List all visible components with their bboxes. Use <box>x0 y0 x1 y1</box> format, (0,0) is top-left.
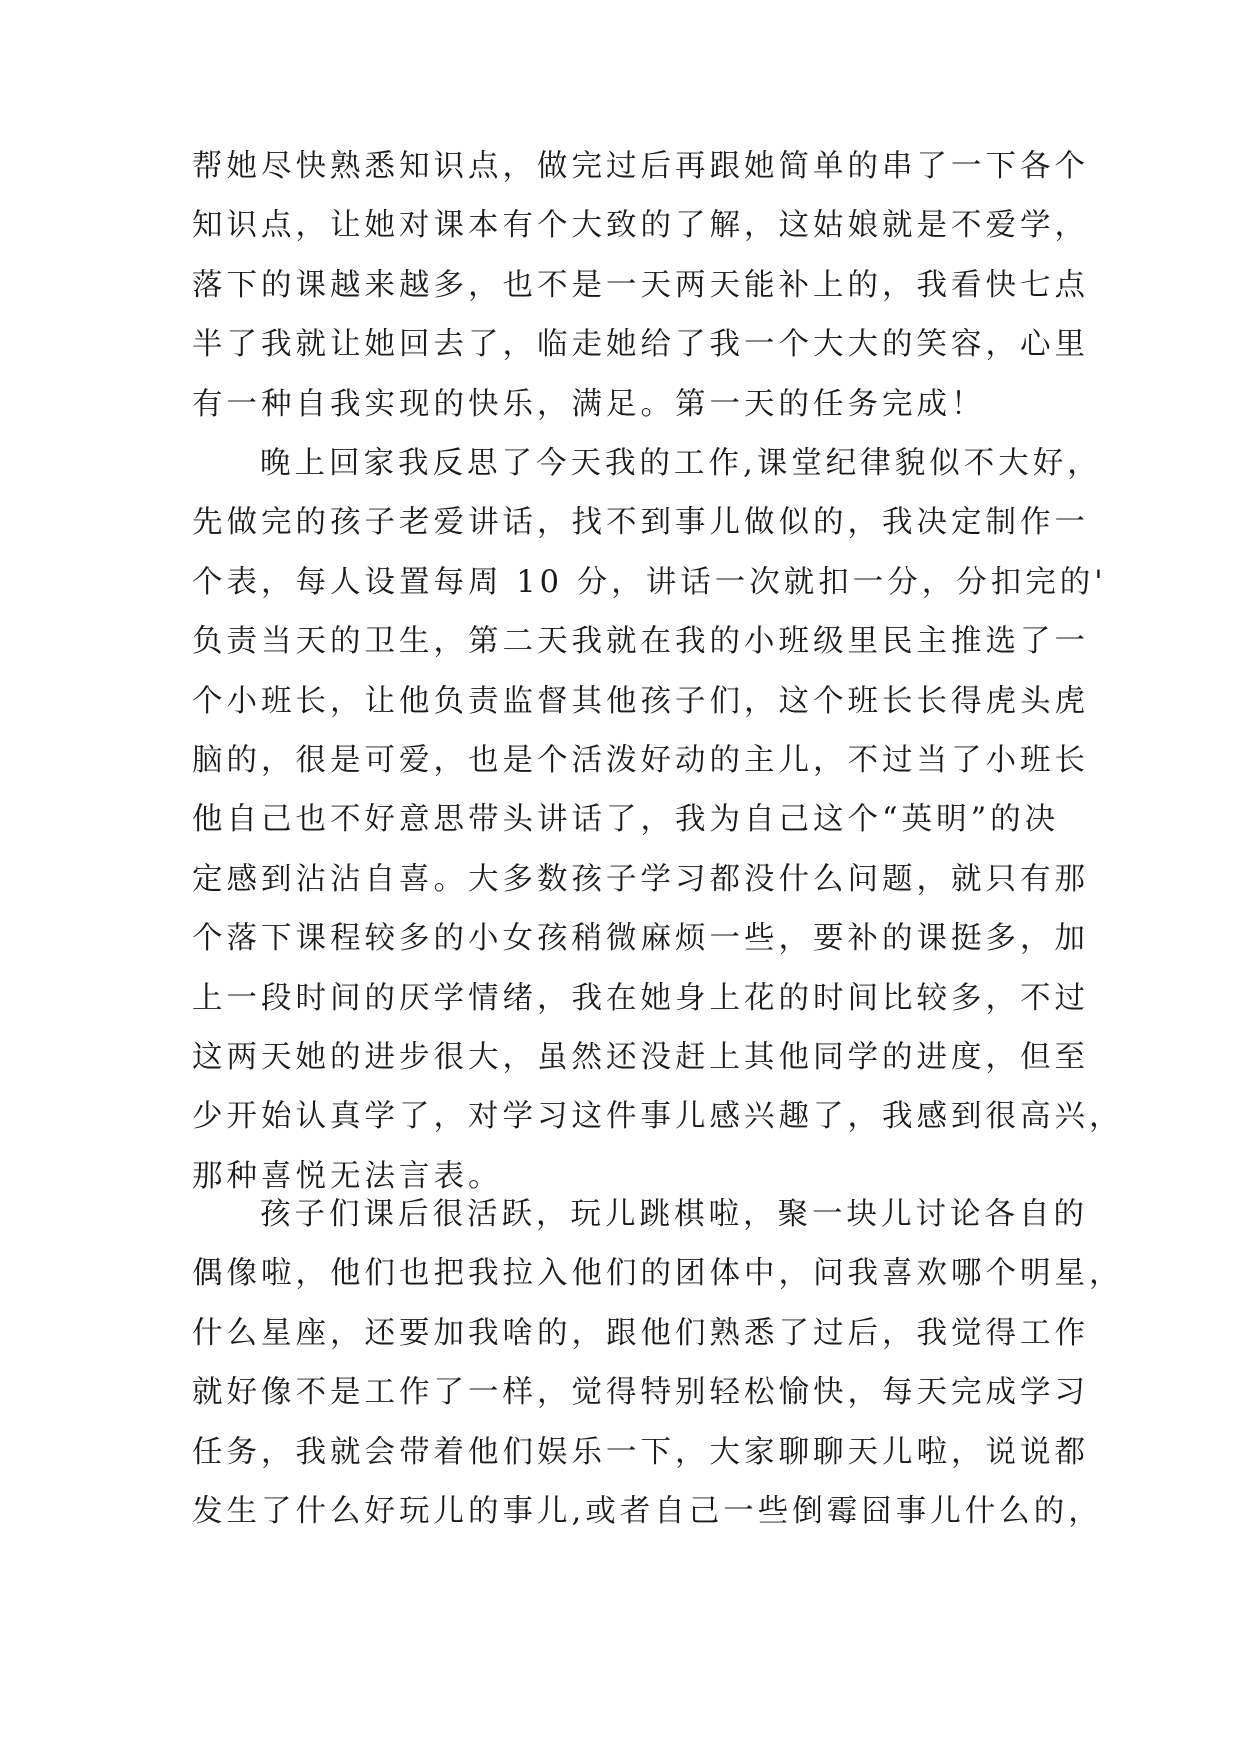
text-line: 他自己也不好意思带头讲话了，我为自己这个“英明”的决 <box>192 802 1060 838</box>
text-line: 任务，我就会带着他们娱乐一下，大家聊聊天儿啦，说说都 <box>192 1434 1089 1470</box>
text-line: 发生了什么好玩儿的事儿,或者自己一些倒霉囧事儿什么的， <box>192 1493 1103 1529</box>
text-line: 先做完的孩子老爱讲话，找不到事儿做似的，我决定制作一 <box>192 505 1089 541</box>
text-line: 落下的课越来越多，也不是一天两天能补上的，我看快七点 <box>192 267 1089 303</box>
paragraph-3 <box>192 1185 1124 1541</box>
text-line: 半了我就让她回去了，临走她给了我一个大大的笑容，心里 <box>192 327 1089 363</box>
paragraph-2 <box>192 434 1124 1206</box>
text-line: 少开始认真学了，对学习这件事儿感兴趣了，我感到很高兴， <box>192 1099 1124 1135</box>
text-line: 这两天她的进步很大，虽然还没赶上其他同学的进度，但至 <box>192 1039 1089 1075</box>
text-line: 那种喜悦无法言表。 <box>192 1158 503 1194</box>
text-line: 个表，每人设置每周 10 分，讲话一次就扣一分，分扣完的' <box>192 564 1107 600</box>
text-line: 定感到沾沾自喜。大多数孩子学习都没什么问题，就只有那 <box>192 861 1089 897</box>
text-line: 上一段时间的厌学情绪，我在她身上花的时间比较多，不过 <box>192 980 1089 1016</box>
text-line: 偶像啦，他们也把我拉入他们的团体中，问我喜欢哪个明星， <box>192 1256 1124 1292</box>
text-line: 个小班长，让他负责监督其他孩子们，这个班长长得虎头虎 <box>192 683 1089 719</box>
text-line: 知识点，让她对课本有个大致的了解，这姑娘就是不爱学， <box>192 208 1089 244</box>
paragraph-1 <box>192 137 1089 434</box>
text-line: 脑的，很是可爱，也是个活泼好动的主儿，不过当了小班长 <box>192 742 1089 778</box>
text-line: 晚上回家我反思了今天我的工作,课堂纪律貌似不大好， <box>260 446 1102 481</box>
text-line: 就好像不是工作了一样，觉得特别轻松愉快，每天完成学习 <box>192 1375 1089 1411</box>
text-line: 孩子们课后很活跃，玩儿跳棋啦，聚一块儿讨论各自的 <box>260 1197 1088 1232</box>
text-line: 负责当天的卫生，第二天我就在我的小班级里民主推选了一 <box>192 624 1089 660</box>
text-line: 个落下课程较多的小女孩稍微麻烦一些，要补的课挺多，加 <box>192 921 1089 957</box>
text-line: 有一种自我实现的快乐，满足。第一天的任务完成！ <box>192 386 986 422</box>
text-line: 帮她尽快熟悉知识点，做完过后再跟她简单的串了一下各个 <box>192 149 1089 184</box>
text-line: 什么星座，还要加我啥的，跟他们熟悉了过后，我觉得工作 <box>192 1315 1089 1351</box>
